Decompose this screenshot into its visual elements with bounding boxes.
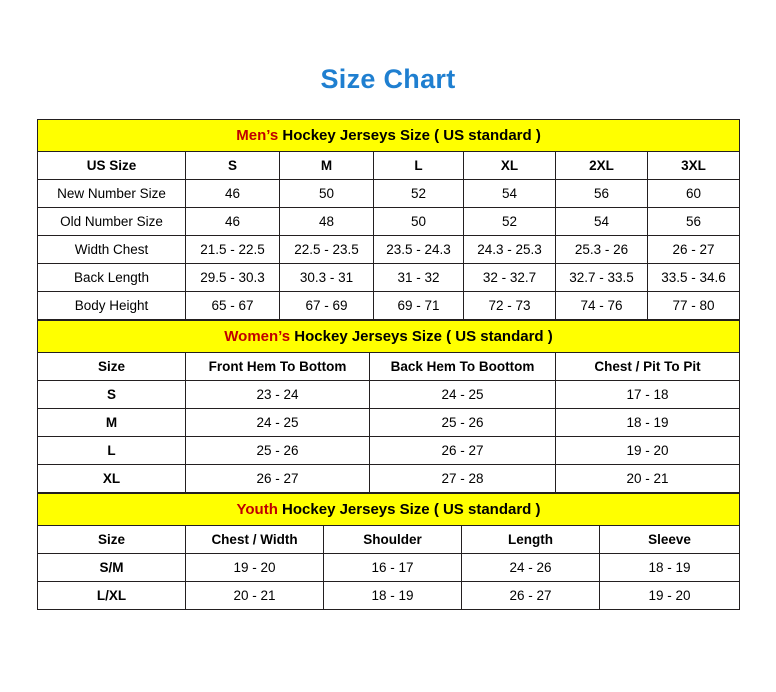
table-row — [38, 180, 740, 208]
table-cell: 48 — [280, 208, 374, 236]
table-cell: 29.5 - 30.3 — [186, 264, 280, 292]
youth-banner-rest: Hockey Jerseys Size ( US standard ) — [277, 501, 541, 518]
table-cell: 20 - 21 — [556, 465, 740, 493]
youth-header-cell: Sleeve — [600, 526, 740, 554]
table-cell: 17 - 18 — [556, 381, 740, 409]
mens-header-cell: M — [280, 152, 374, 180]
mens-header-cell: 2XL — [556, 152, 648, 180]
womens-header-cell: Chest / Pit To Pit — [556, 353, 740, 381]
row-label: Width Chest — [38, 236, 186, 264]
mens-header-cell: S — [186, 152, 280, 180]
size-tables — [37, 119, 739, 610]
row-label: XL — [38, 465, 186, 493]
table-cell: 74 - 76 — [556, 292, 648, 320]
table-cell: 21.5 - 22.5 — [186, 236, 280, 264]
table-cell: 46 — [186, 208, 280, 236]
table-cell: 32 - 32.7 — [464, 264, 556, 292]
table-cell: 23 - 24 — [186, 381, 370, 409]
table-cell: 25.3 - 26 — [556, 236, 648, 264]
table-cell: 26 - 27 — [186, 465, 370, 493]
table-cell: 16 - 17 — [324, 554, 462, 582]
row-label: M — [38, 409, 186, 437]
table-cell: 19 - 20 — [600, 582, 740, 610]
youth-header-cell: Shoulder — [324, 526, 462, 554]
table-cell: 56 — [556, 180, 648, 208]
womens-header-cell: Size — [38, 353, 186, 381]
table-cell: 54 — [464, 180, 556, 208]
table-cell: 26 - 27 — [370, 437, 556, 465]
row-label: L — [38, 437, 186, 465]
table-cell: 18 - 19 — [324, 582, 462, 610]
table-cell: 65 - 67 — [186, 292, 280, 320]
table-cell: 52 — [464, 208, 556, 236]
row-label: S/M — [38, 554, 186, 582]
table-cell: 27 - 28 — [370, 465, 556, 493]
table-cell: 18 - 19 — [600, 554, 740, 582]
table-cell: 30.3 - 31 — [280, 264, 374, 292]
table-cell: 20 - 21 — [186, 582, 324, 610]
mens-header-cell: L — [374, 152, 464, 180]
youth-banner-highlight: Youth — [236, 501, 278, 518]
table-cell: 24 - 25 — [370, 381, 556, 409]
table-row — [38, 437, 740, 465]
mens-size-table — [37, 119, 740, 320]
youth-size-table — [37, 493, 740, 610]
womens-header-cell: Back Hem To Boottom — [370, 353, 556, 381]
mens-banner-highlight: Men’s — [236, 127, 279, 144]
youth-header-cell: Size — [38, 526, 186, 554]
womens-banner-row — [38, 321, 740, 353]
youth-banner-row — [38, 494, 740, 526]
mens-header-cell: US Size — [38, 152, 186, 180]
youth-banner — [38, 494, 740, 526]
table-cell: 19 - 20 — [186, 554, 324, 582]
table-cell: 26 - 27 — [648, 236, 740, 264]
table-cell: 22.5 - 23.5 — [280, 236, 374, 264]
table-cell: 32.7 - 33.5 — [556, 264, 648, 292]
table-cell: 19 - 20 — [556, 437, 740, 465]
table-cell: 18 - 19 — [556, 409, 740, 437]
table-cell: 33.5 - 34.6 — [648, 264, 740, 292]
row-label: Back Length — [38, 264, 186, 292]
table-row — [38, 381, 740, 409]
table-cell: 54 — [556, 208, 648, 236]
womens-banner-highlight: Women’s — [224, 328, 291, 345]
table-cell: 56 — [648, 208, 740, 236]
mens-header-cell: XL — [464, 152, 556, 180]
table-row — [38, 208, 740, 236]
table-row — [38, 236, 740, 264]
table-cell: 72 - 73 — [464, 292, 556, 320]
table-cell: 50 — [374, 208, 464, 236]
row-label: Old Number Size — [38, 208, 186, 236]
table-cell: 67 - 69 — [280, 292, 374, 320]
mens-header-row — [38, 152, 740, 180]
table-cell: 52 — [374, 180, 464, 208]
row-label: Body Height — [38, 292, 186, 320]
youth-header-cell: Chest / Width — [186, 526, 324, 554]
womens-banner-rest: Hockey Jerseys Size ( US standard ) — [290, 328, 553, 345]
youth-header-cell: Length — [462, 526, 600, 554]
mens-banner — [38, 120, 740, 152]
table-cell: 46 — [186, 180, 280, 208]
row-label: L/XL — [38, 582, 186, 610]
table-cell: 25 - 26 — [186, 437, 370, 465]
table-cell: 31 - 32 — [374, 264, 464, 292]
table-row — [38, 292, 740, 320]
table-cell: 60 — [648, 180, 740, 208]
womens-size-table — [37, 320, 740, 493]
table-row — [38, 582, 740, 610]
table-cell: 25 - 26 — [370, 409, 556, 437]
womens-banner — [38, 321, 740, 353]
table-row — [38, 465, 740, 493]
table-row — [38, 554, 740, 582]
row-label: New Number Size — [38, 180, 186, 208]
row-label: S — [38, 381, 186, 409]
mens-header-cell: 3XL — [648, 152, 740, 180]
table-cell: 50 — [280, 180, 374, 208]
page-title: Size Chart — [320, 64, 456, 94]
table-cell: 24 - 25 — [186, 409, 370, 437]
table-cell: 24 - 26 — [462, 554, 600, 582]
table-cell: 23.5 - 24.3 — [374, 236, 464, 264]
table-row — [38, 264, 740, 292]
table-row — [38, 409, 740, 437]
womens-header-cell: Front Hem To Bottom — [186, 353, 370, 381]
table-cell: 77 - 80 — [648, 292, 740, 320]
table-cell: 69 - 71 — [374, 292, 464, 320]
womens-header-row — [38, 353, 740, 381]
table-cell: 24.3 - 25.3 — [464, 236, 556, 264]
mens-banner-row — [38, 120, 740, 152]
table-cell: 26 - 27 — [462, 582, 600, 610]
youth-header-row — [38, 526, 740, 554]
mens-banner-rest: Hockey Jerseys Size ( US standard ) — [278, 127, 541, 144]
